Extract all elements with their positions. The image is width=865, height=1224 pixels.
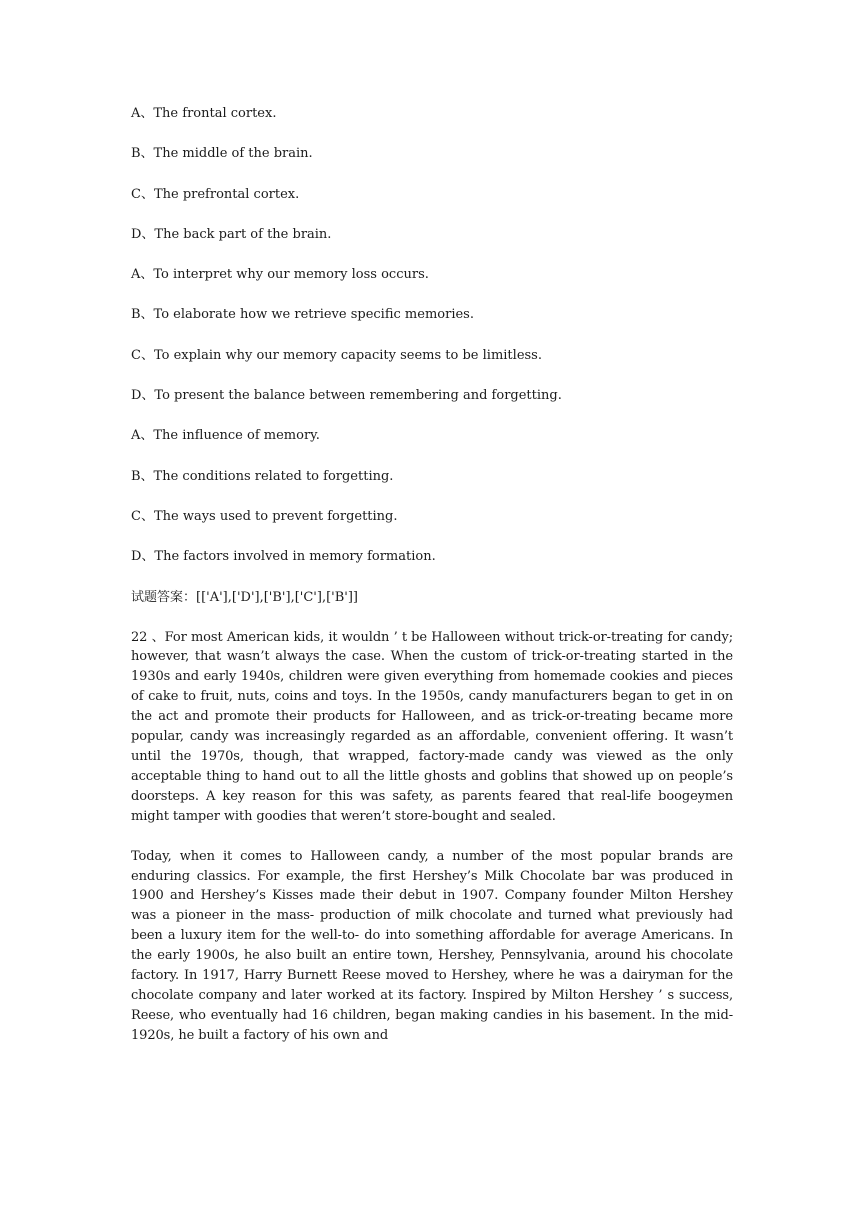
option-line: A、The influence of memory. bbox=[131, 428, 320, 444]
document-page bbox=[131, 104, 733, 1066]
passage-paragraph-1: 22 、For most American kids, it wouldn ’ t be Halloween without trick-or-treating for candy; however, that wasn’t always the case. When the custom of trick-or-treating started in the 1930s and early 1940s, children were given everything from homemade cookies and pieces of cake to fruit, nuts, coins and toys. In the 1950s, candy manufacturers began to get in on the act and promote their products for Halloween, and as trick-or-treating became more popular, candy was increasingly regarded as an affordable, convenient offering. It wasn’t until the 1970s, though, that wrapped, factory-made candy was viewed as the only acceptable thing to hand out to all the little ghosts and goblins that showed up on people’s doorsteps. A key reason for this was safety, as parents feared that real-life boogeymen might tamper with goodies that weren’t store-bought and sealed. bbox=[131, 629, 733, 824]
option-line: B、The conditions related to forgetting. bbox=[131, 468, 394, 484]
passage-paragraph-2: Today, when it comes to Halloween candy, a number of the most popular brands are enduring classics. For example, the first Hershey’s Milk Chocolate bar was produced in 1900 and Hershey’s Kisses made their debut in 1907. Company founder Milton Hershey was a pioneer in the mass- production of milk chocolate and turned what previously had been a luxury item for the well-to- do into something affordable for average Americans. In the early 1900s, he also built an entire town, Hershey, Pennsylvania, around his chocolate factory. In 1917, Harry Burnett Reese moved to Hershey, where he was a dairyman for the chocolate company and later worked at its factory. Inspired by Milton Hershey ’ s success, Reese, who eventually had 16 children, began making candies in his basement. In the mid-1920s, he built a factory of his own and bbox=[131, 848, 733, 1043]
option-line: C、To explain why our memory capacity seems to be limitless. bbox=[131, 347, 542, 363]
option-line: B、To elaborate how we retrieve specific memories. bbox=[131, 307, 474, 323]
option-line: D、The factors involved in memory formation. bbox=[131, 549, 436, 565]
option-line: C、The prefrontal cortex. bbox=[131, 186, 300, 202]
option-line: B、The middle of the brain. bbox=[131, 146, 313, 162]
option-line: A、The frontal cortex. bbox=[131, 106, 277, 121]
option-line: C、The ways used to prevent forgetting. bbox=[131, 508, 398, 524]
option-line: D、To present the balance between remembering and forgetting. bbox=[131, 388, 562, 404]
option-line: D、The back part of the brain. bbox=[131, 226, 332, 242]
answer-key: 试题答案：[['A'],['D'],['B'],['C'],['B']] bbox=[131, 589, 358, 605]
option-line: A、To interpret why our memory loss occurs. bbox=[131, 267, 429, 283]
